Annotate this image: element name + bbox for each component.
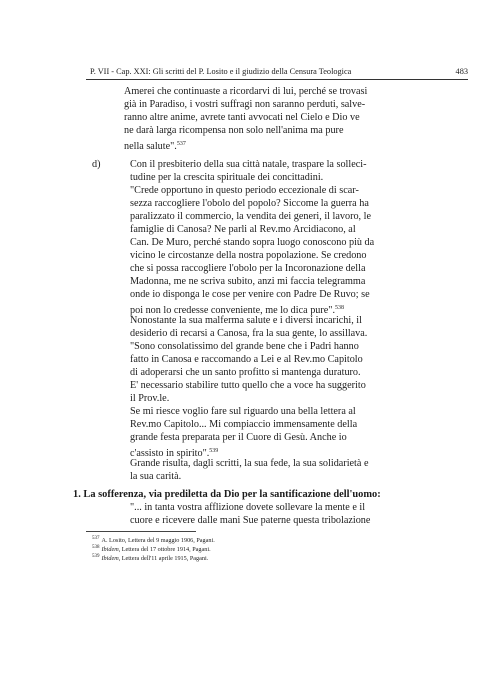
- text-line: paralizzato il commercio, la vendita dei generi, il lavoro, le: [130, 211, 372, 222]
- footnote-ref: 537: [176, 141, 186, 147]
- text-line: vicino le circostanze della nostra popolazione. Se credono: [130, 250, 367, 261]
- text-line: Grande risulta, dagli scritti, la sua fede, la sua solidarietà e: [130, 458, 369, 469]
- footnote-text: , Lettera dell'11 aprile 1915, Pagani.: [118, 555, 209, 562]
- footnote-number: 538: [92, 545, 100, 550]
- page-number: 483: [455, 67, 468, 76]
- text-line: "... in tanta vostra afflizione dovete sollevare la mente e il: [130, 502, 366, 513]
- footnote: [92, 554, 208, 562]
- footnote-ref: 539: [209, 448, 219, 454]
- text-line-with-note: [124, 138, 186, 153]
- footnote: [92, 545, 211, 553]
- text-line: Se mi riesce voglio fare sul riguardo una bella lettera al: [130, 406, 356, 417]
- text-line: Rev.mo Capitolo... Mi compiaccio immensamente della: [130, 419, 358, 430]
- section-heading: 1. La sofferenza, via prediletta da Dio per la santificazione dell'uomo:: [73, 489, 381, 500]
- footnote-author: A. Losito: [101, 537, 125, 544]
- text-line: Amerei che continuaste a ricordarvi di lui, perché se trovasi: [124, 86, 368, 97]
- text-line: sezza raccogliere l'obolo del popolo? Siccome la guerra ha: [130, 198, 369, 209]
- footnote-number: 539: [92, 554, 100, 559]
- text-line: nella salute".: [124, 141, 177, 152]
- text-line: Con il presbiterio della sua città natale, traspare la solleci-: [130, 159, 367, 170]
- text-line: fatto in Canosa e raccomando a Lei e al Rev.mo Capitolo: [130, 354, 363, 365]
- text-line: c'assisto in spirito".: [130, 448, 210, 459]
- footnote-text: , Lettera del 17 ottobre 1914, Pagani.: [118, 546, 211, 553]
- text-line: E' necessario stabilire tutto quello che a voce ha suggerito: [130, 380, 366, 391]
- text-line: ne darà larga ricompensa non solo nell'anima ma pure: [124, 125, 344, 136]
- footnote-number: 537: [92, 536, 100, 541]
- text-line: Can. De Muro, perché stando sopra luogo conoscono più da: [130, 237, 375, 248]
- text-line: "Sono consolatissimo del grande bene che i Padri hanno: [130, 341, 359, 352]
- text-line: onde io disponga le cose per venire con Padre De Ruvo; se: [130, 289, 370, 300]
- text-line: la sua carità.: [130, 471, 182, 482]
- running-header: [90, 67, 468, 76]
- text-line: Madonna, me ne scriva subito, anzi mi faccia telegramma: [130, 276, 366, 287]
- header-title: P. VII - Cap. XXI: Gli scritti del P. Losito e il giudizio della Censura Teologica: [90, 67, 352, 76]
- text-line: "Crede opportuno in questo periodo eccezionale di scar-: [130, 185, 359, 196]
- text-line: ranno altre anime, avrete tanti avvocati nel Cielo e Dio ve: [124, 112, 360, 123]
- text-line: grande festa preparata per il Cuore di Gesù. Anche io: [130, 432, 347, 443]
- header-rule: [86, 79, 468, 80]
- text-line: poi non lo credesse conveniente, me lo dica pure".: [130, 305, 336, 316]
- footnote: [92, 536, 215, 544]
- footnote-author: Ibidem: [101, 555, 119, 562]
- text-line: che si possa raccogliere l'obolo per la Incoronazione della: [130, 263, 366, 274]
- footnote-text: , Lettera del 9 maggio 1906, Pagani.: [124, 537, 215, 544]
- text-line: famiglie di Canosa? Ne parli al Rev.mo Arcidiacono, al: [130, 224, 356, 235]
- text-line: di adoperarsi che un santo profitto si mantenga duraturo.: [130, 367, 361, 378]
- text-line: tudine per la crescita spirituale dei concittadini.: [130, 172, 324, 183]
- text-line: già in Paradiso, i vostri suffragi non saranno perduti, salve-: [124, 99, 366, 110]
- footnote-rule: [86, 531, 196, 532]
- footnote-author: Ibidem: [101, 546, 119, 553]
- text-line: il Prov.le.: [130, 393, 170, 404]
- footnote-ref: 538: [335, 305, 345, 311]
- text-line: desiderio di recarsi a Canosa, fra la sua gente, lo assillava.: [130, 328, 368, 339]
- text-line: cuore e ricevere dalle mani Sue paterne questa tribolazione: [130, 515, 371, 526]
- text-line: Nonostante la sua malferma salute e i diversi incarichi, il: [130, 315, 362, 326]
- list-label: d): [92, 159, 101, 170]
